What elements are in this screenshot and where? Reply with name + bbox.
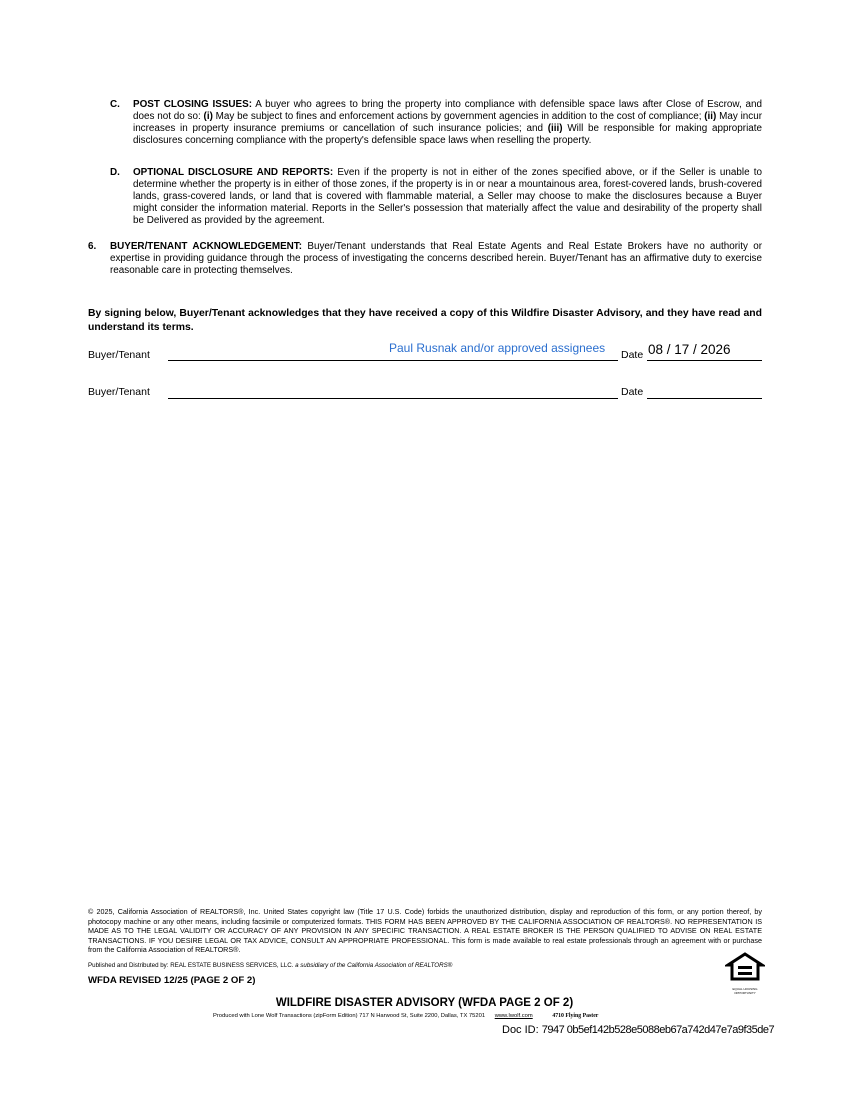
section-6-heading: BUYER/TENANT ACKNOWLEDGEMENT: <box>110 241 303 252</box>
doc-id-value: 7947 0b5ef142b528e5088eb67a742d47e7a9f35de7 <box>541 1024 775 1036</box>
footer-form-title: WILDFIRE DISASTER ADVISORY (WFDA PAGE 2 OF 2) <box>275 997 574 1009</box>
section-d-heading: OPTIONAL DISCLOSURE AND REPORTS: <box>133 167 334 178</box>
buyer-tenant-label-1: Buyer/Tenant <box>88 349 150 361</box>
footer-copyright: © 2025, California Association of REALTORS®, Inc. United States copyright law (Title 17 U.S. Code) forbids the unauthorized distribution, display and reproduction of this form, or any portion thereof, by photocopy machine or any other means, including facsimile or computerized formats. THIS FORM HAS BEEN APPROVED BY THE CALIFORNIA ASSOCIATION OF REALTORS®. NO REPRESENTATION IS MADE AS TO THE LEGAL VALIDITY OR ACCURACY OF ANY PROVISION IN ANY SPECIFIC TRANSACTION. A REAL ESTATE BROKER IS THE PERSON QUALIFIED TO ADVISE ON REAL ESTATE TRANSACTIONS. IF YOU DESIRE LEGAL OR TAX ADVICE, CONSULT AN APPROPRIATE PROFESSIONAL. This form is made available to real estate professionals through an agreement with or purchase from the California Association of REALTORS®. <box>88 907 762 955</box>
signature-name-1[interactable]: Paul Rusnak and/or approved assignees <box>389 341 606 355</box>
section-c-paragraph: POST CLOSING ISSUES: A buyer who agrees to bring the property into compliance with defensible space laws after Close of Escrow, and does not do so: (i) May be subject to fines and enforcement actions by government agencies in addition to the cost of compliance; (ii) May incur increases in property insurance premiums or cancellation of such insurance policies; and (iii) Will be responsible for making appropriate disclosures concerning compliance with the property's defensible space laws when reselling the property. <box>133 99 762 146</box>
section-d-letter: D. <box>110 167 120 178</box>
date-line-2[interactable] <box>647 398 762 399</box>
date-value-1[interactable]: 08 / 17 / 2026 <box>648 342 731 357</box>
signature-line-1[interactable] <box>168 360 618 361</box>
date-line-1[interactable] <box>647 360 762 361</box>
section-6-paragraph: BUYER/TENANT ACKNOWLEDGEMENT: Buyer/Tenant understands that Real Estate Agents and Real Estate Brokers have no authority or expertise in providing guidance through the process of investigating the concerns described herein. Buyer/Tenant has an affirmative duty to exercise reasonable care in protecting themselves. <box>110 241 762 276</box>
equal-housing-caption: EQUAL HOUSING OPPORTUNITY <box>732 987 758 995</box>
section-c-heading: POST CLOSING ISSUES: <box>133 99 253 110</box>
signature-line-2[interactable] <box>168 398 618 399</box>
section-6-number: 6. <box>88 241 97 252</box>
buyer-tenant-label-2: Buyer/Tenant <box>88 386 150 398</box>
footer-address: 4710 Flying Paster <box>552 1013 599 1019</box>
footer-revised: WFDA REVISED 12/25 (PAGE 2 OF 2) <box>88 975 256 986</box>
footer-produced-line: Produced with Lone Wolf Transactions (zipForm Edition) 717 N Harwood St, Suite 2200, Dallas, TX 75201 www.lwolf.com 4710 Flying Paster <box>213 1013 599 1019</box>
footer-website-link[interactable]: www.lwolf.com <box>494 1013 533 1019</box>
section-c-letter: C. <box>110 99 120 110</box>
footer-published: Published and Distributed by: REAL ESTATE BUSINESS SERVICES, LLC. a subsidiary of the California Association of REALTORS® <box>88 962 453 969</box>
section-d-paragraph: OPTIONAL DISCLOSURE AND REPORTS: Even if the property is not in either of the zones specified above, or if the Seller is unable to determine whether the property is in either of those zones, if the property is in or near a mountainous area, forest-covered lands, brush-covered lands, grass-covered lands, or land that is covered with flammable material, a Seller may choose to make the disclosures because a Buyer might consider the information material. Reports in the Seller's possession that materially affect the value and desirability of the property shall be Delivered as provided by the agreement. <box>133 167 762 226</box>
doc-id: Doc ID: 7947 0b5ef142b528e5088eb67a742d47e7a9f35de7 <box>502 1024 775 1036</box>
acknowledgement-text: By signing below, Buyer/Tenant acknowledges that they have received a copy of this Wildfire Disaster Advisory, and they have read and understand its terms. <box>88 308 762 333</box>
date-label-2: Date <box>621 386 644 398</box>
date-label-1: Date <box>621 349 644 361</box>
equal-housing-icon <box>725 952 765 995</box>
